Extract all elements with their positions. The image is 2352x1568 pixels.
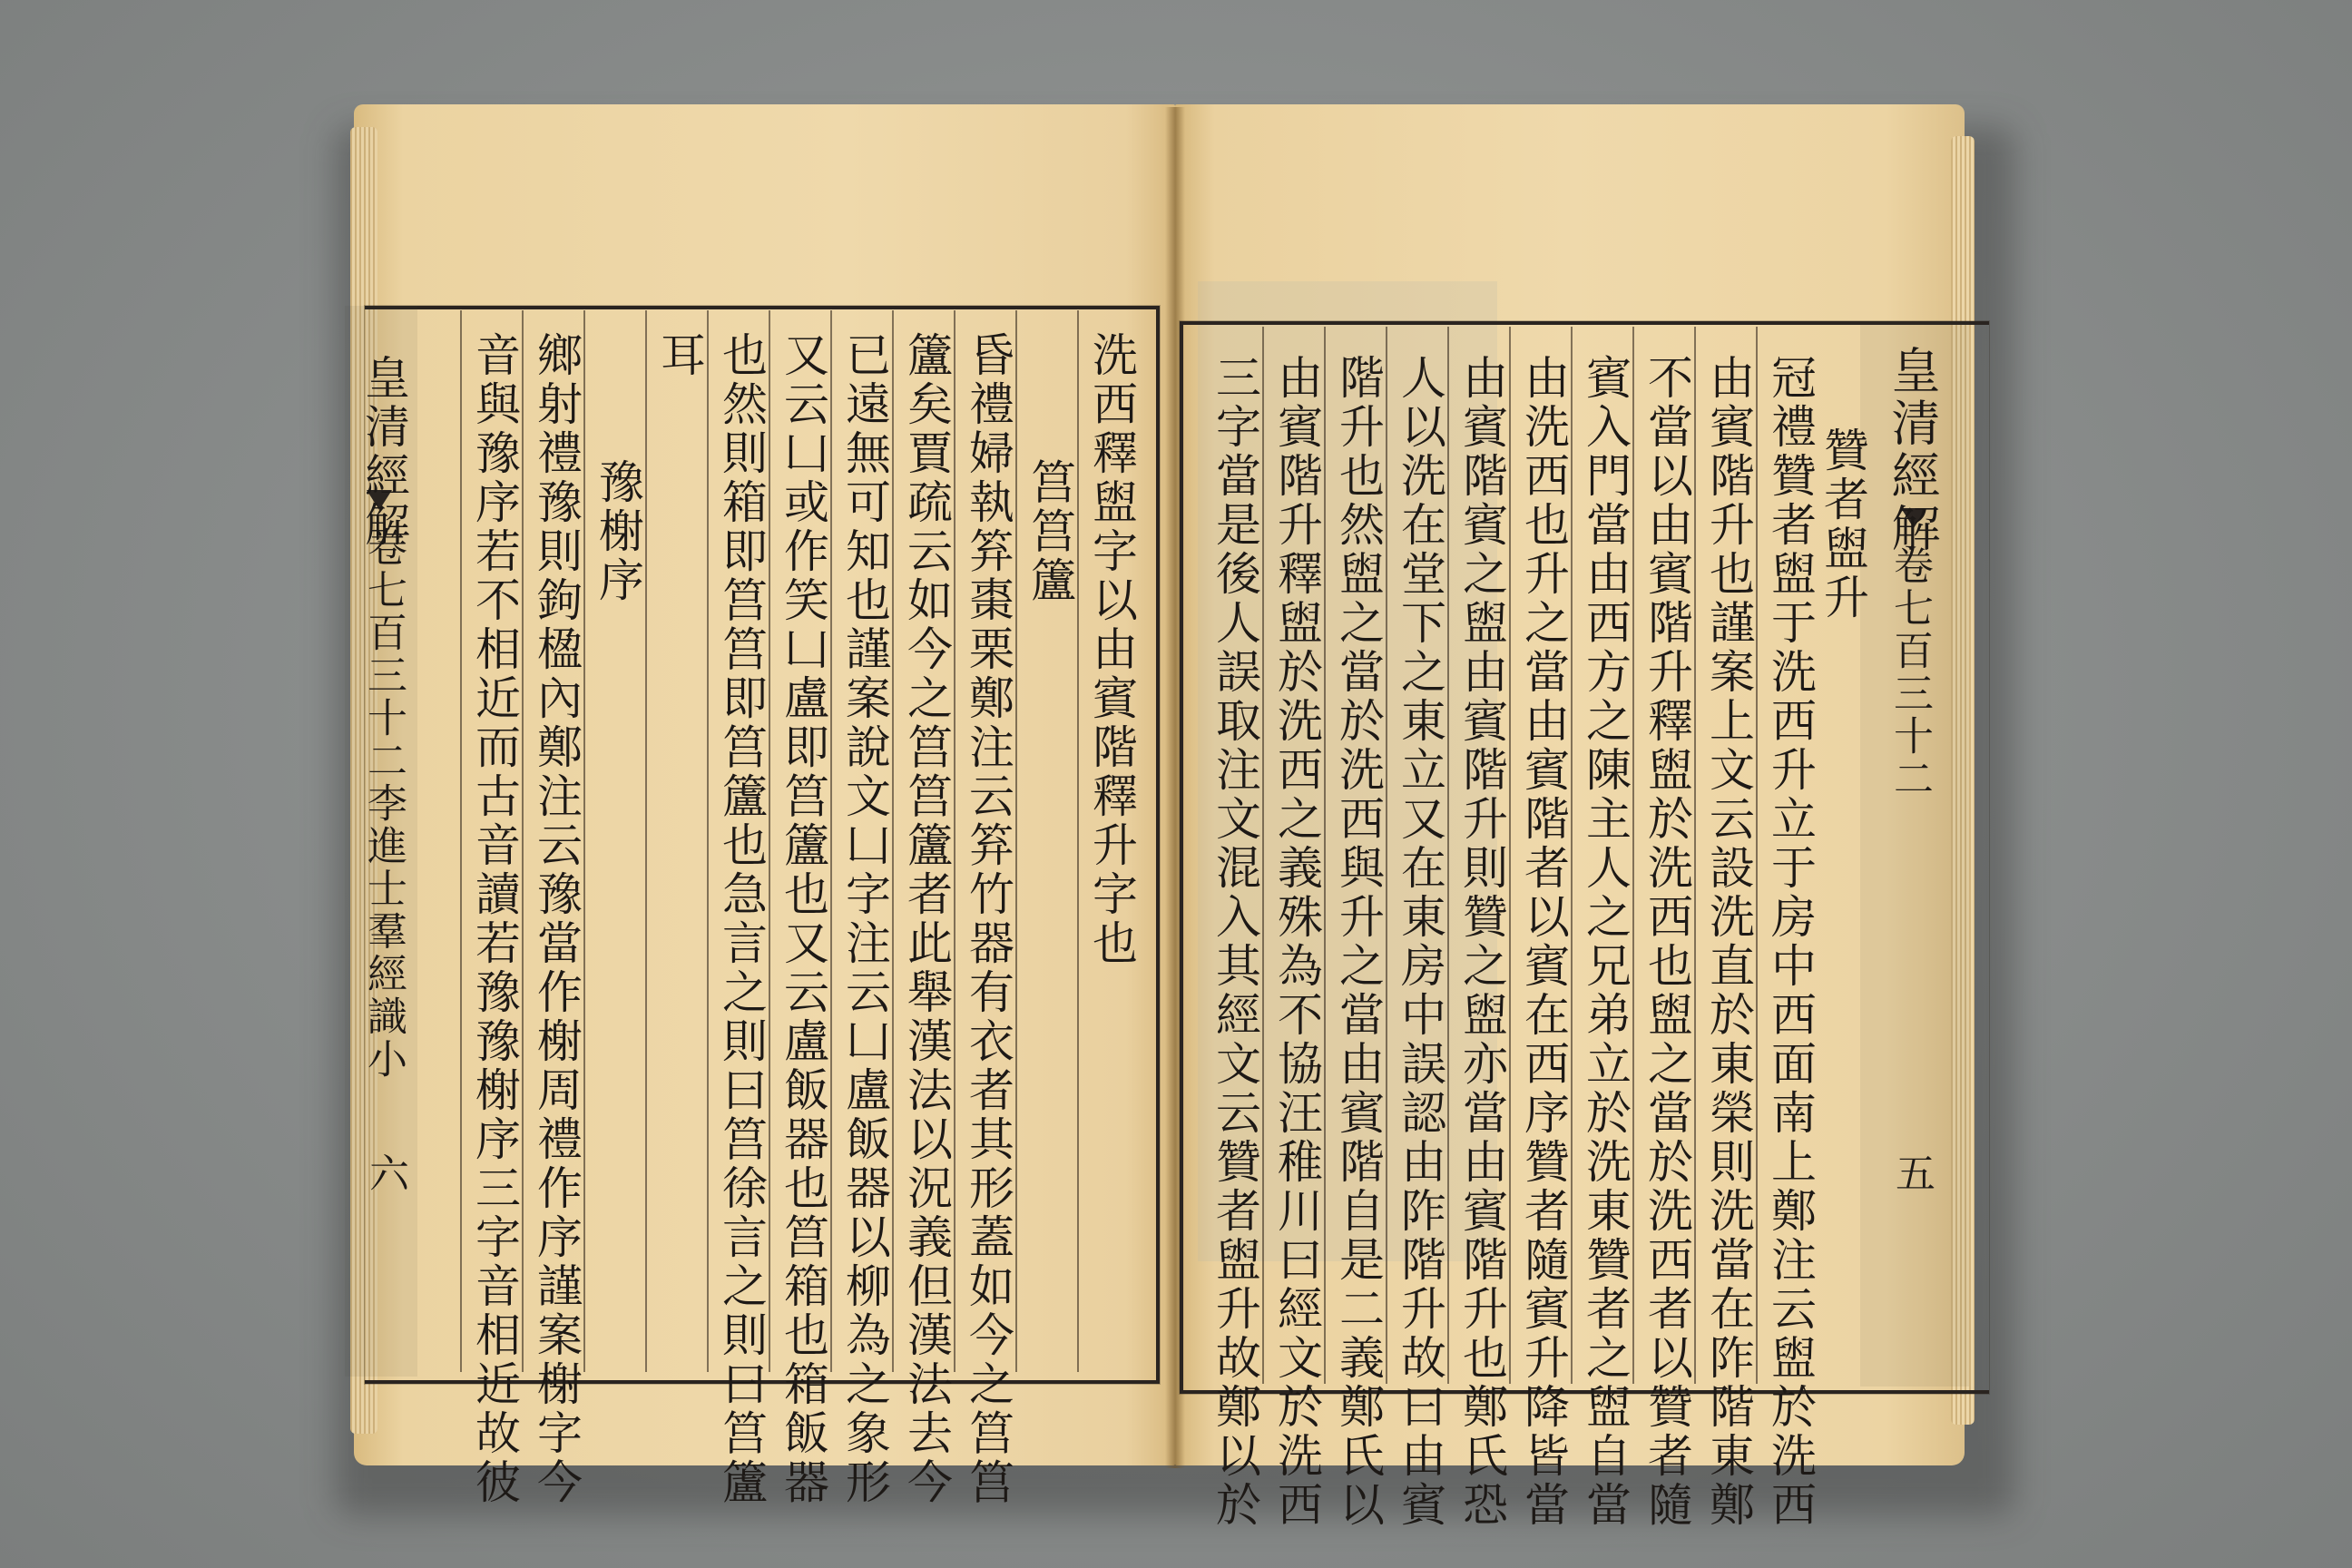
right-column-2: 由賓階升也謹案上文云設洗直於東榮則洗當在阼階東鄭 (1702, 354, 1755, 1530)
right-column-rule (1447, 327, 1449, 1384)
left-column-10: 鄉射禮豫則鉤楹內鄭注云豫當作榭周禮作序謹案榭字今 (530, 331, 583, 1507)
left-column-rule (460, 310, 462, 1372)
left-column-rule (892, 310, 894, 1372)
left-column-rule (954, 310, 956, 1372)
left-margin-title: 皇清經解 (358, 354, 410, 550)
left-column-rule (707, 310, 709, 1372)
right-margin-leaf: 五 (1888, 1152, 1935, 1195)
right-column-10: 三字當是後人誤取注文混入其經文云贊者盥升故鄭以於 (1209, 354, 1261, 1530)
right-column-rule (1632, 327, 1634, 1384)
left-column-5: 已遠無可知也謹案說文凵字注云凵盧飯器以柳為之象形 (838, 331, 891, 1507)
right-column-rule (1262, 327, 1264, 1384)
right-heading: 贊者盥升 (1817, 426, 1869, 622)
left-column-rule (769, 310, 770, 1372)
left-column-11: 音與豫序若不相近而古音讀若豫豫榭序三字音相近故彼 (468, 331, 521, 1507)
right-column-rule (1324, 327, 1326, 1384)
left-column-rule (1015, 310, 1017, 1372)
left-column-rule (1077, 310, 1079, 1372)
right-column-rule (1756, 327, 1758, 1384)
right-column-1: 冠禮贊者盥于洗西升立于房中西面南上鄭注云盥於洗西 (1764, 354, 1817, 1530)
left-column-rule (583, 310, 585, 1372)
left-column-3: 昏禮婦執笲棗栗鄭注云笲竹器有衣者其形蓋如今之筥筥 (962, 331, 1014, 1507)
right-margin-title: 皇清經解 (1884, 345, 1941, 555)
right-column-7: 人以洗在堂下之東立又在東房中誤認由阼階升故曰由賓 (1394, 354, 1446, 1530)
right-column-rule (1386, 327, 1387, 1384)
left-margin-volume: 卷七百三十二李進士羣經識小 (360, 526, 407, 1081)
right-margin-volume: 卷七百三十二 (1886, 544, 1933, 800)
right-column-5: 由洗西也升之當由賓階者以賓在西序贊者隨賓升降皆當 (1517, 354, 1570, 1530)
left-column-rule (522, 310, 524, 1372)
right-column-rule (1571, 327, 1573, 1384)
left-column-8: 耳 (653, 331, 706, 380)
left-subheading-2: 豫榭序 (592, 458, 644, 605)
left-column-rule (645, 310, 647, 1372)
left-column-4: 籚矣賈疏云如今之筥筥籚者此舉漢法以況義但漢法去今 (900, 331, 953, 1507)
left-column-1: 洗西釋盥字以由賓階釋升字也 (1085, 331, 1138, 968)
left-column-7: 也然則箱即筥筥即筥籚也急言之則曰筥徐言之則曰筥籚 (715, 331, 768, 1507)
right-column-6: 由賓階賓之盥由賓階升則贊之盥亦當由賓階升也鄭氏恐 (1455, 354, 1508, 1530)
right-column-9: 由賓階升釋盥於洗西之義殊為不協汪稚川曰經文於洗西 (1270, 354, 1323, 1530)
left-margin-leaf: 六 (362, 1152, 408, 1195)
right-column-3: 不當以由賓階升釋盥於洗西也盥之當於洗西者以贊者隨 (1641, 354, 1693, 1530)
left-subheading-1: 筥筥籚 (1024, 458, 1076, 605)
left-column-6: 又云凵或作笑凵盧即筥籚也又云盧飯器也筥箱也箱飯器 (777, 331, 829, 1507)
right-column-4: 賓入門當由西方之陳主人之兄弟立於洗東贊者之盥自當 (1579, 354, 1632, 1530)
right-column-rule (1509, 327, 1511, 1384)
right-column-8: 階升也然盥之當於洗西與升之當由賓階自是二義鄭氏以 (1332, 354, 1385, 1530)
right-column-rule (1694, 327, 1696, 1384)
left-column-rule (830, 310, 832, 1372)
